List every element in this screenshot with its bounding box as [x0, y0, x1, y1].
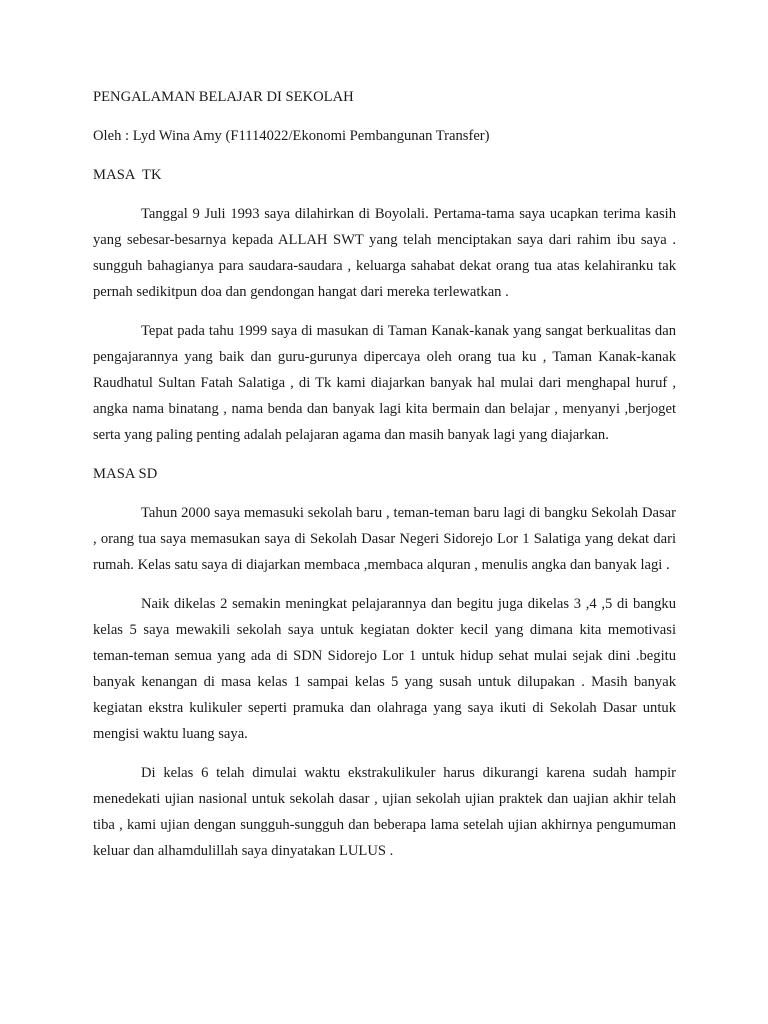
author-line: Oleh : Lyd Wina Amy (F1114022/Ekonomi Pembangunan Transfer): [93, 128, 490, 144]
document-title: PENGALAMAN BELAJAR DI SEKOLAH: [93, 89, 354, 105]
paragraph-sd-2: Naik dikelas 2 semakin meningkat pelajarannya dan begitu juga dikelas 3 ,4 ,5 di bangku kelas 5 saya mewakili sekolah saya untuk kegiatan dokter kecil yang dimana kita memotivasi teman-teman semua yang ada di SDN Sidorejo Lor 1 untuk hidup sehat mulai sejak dini .begitu banyak kenangan di masa kelas 1 sampai kelas 5 yang susah untuk dilupakan . Masih banyak kegiatan ekstra kulikuler seperti pramuka dan olahraga yang saya ikuti di Sekolah Dasar untuk mengisi waktu luang saya.: [93, 596, 676, 742]
paragraph-sd-3: Di kelas 6 telah dimulai waktu ekstrakulikuler harus dikurangi karena sudah hampir menedekati ujian nasional untuk sekolah dasar , ujian sekolah ujian praktek dan uajian akhir telah tiba , kami ujian dengan sungguh-sungguh dan beberapa lama setelah ujian akhirnya pengumuman keluar dan alhamdulillah saya dinyatakan LULUS .: [93, 765, 676, 859]
paragraph-tk-1: Tanggal 9 Juli 1993 saya dilahirkan di Boyolali. Pertama-tama saya ucapkan terima kasih yang sebesar-besarnya kepada ALLAH SWT yang telah menciptakan saya dari rahim ibu saya . sungguh bahagianya para saudara-saudara , keluarga sahabat dekat orang tua atas kelahiranku tak pernah sedikitpun doa dan gendongan hangat dari mereka terlewatkan .: [93, 206, 676, 300]
section-heading-sd: MASA SD: [93, 466, 158, 482]
document-body: [93, 84, 676, 877]
paragraph-tk-2: Tepat pada tahu 1999 saya di masukan di Taman Kanak-kanak yang sangat berkualitas dan pengajarannya yang baik dan guru-gurunya dipercaya oleh orang tua ku , Taman Kanak-kanak Raudhatul Sultan Fatah Salatiga , di Tk kami diajarkan banyak hal mulai dari menghapal huruf , angka nama binatang , nama benda dan banyak lagi kita bermain dan belajar , menyanyi ,berjoget serta yang paling penting adalah pelajaran agama dan masih banyak lagi yang diajarkan.: [93, 323, 676, 443]
paragraph-sd-1: Tahun 2000 saya memasuki sekolah baru , teman-teman baru lagi di bangku Sekolah Dasar , orang tua saya memasukan saya di Sekolah Dasar Negeri Sidorejo Lor 1 Salatiga yang dekat dari rumah. Kelas satu saya di diajarkan membaca ,membaca alquran , menulis angka dan banyak lagi .: [93, 505, 676, 573]
section-heading-tk: MASA TK: [93, 167, 162, 183]
